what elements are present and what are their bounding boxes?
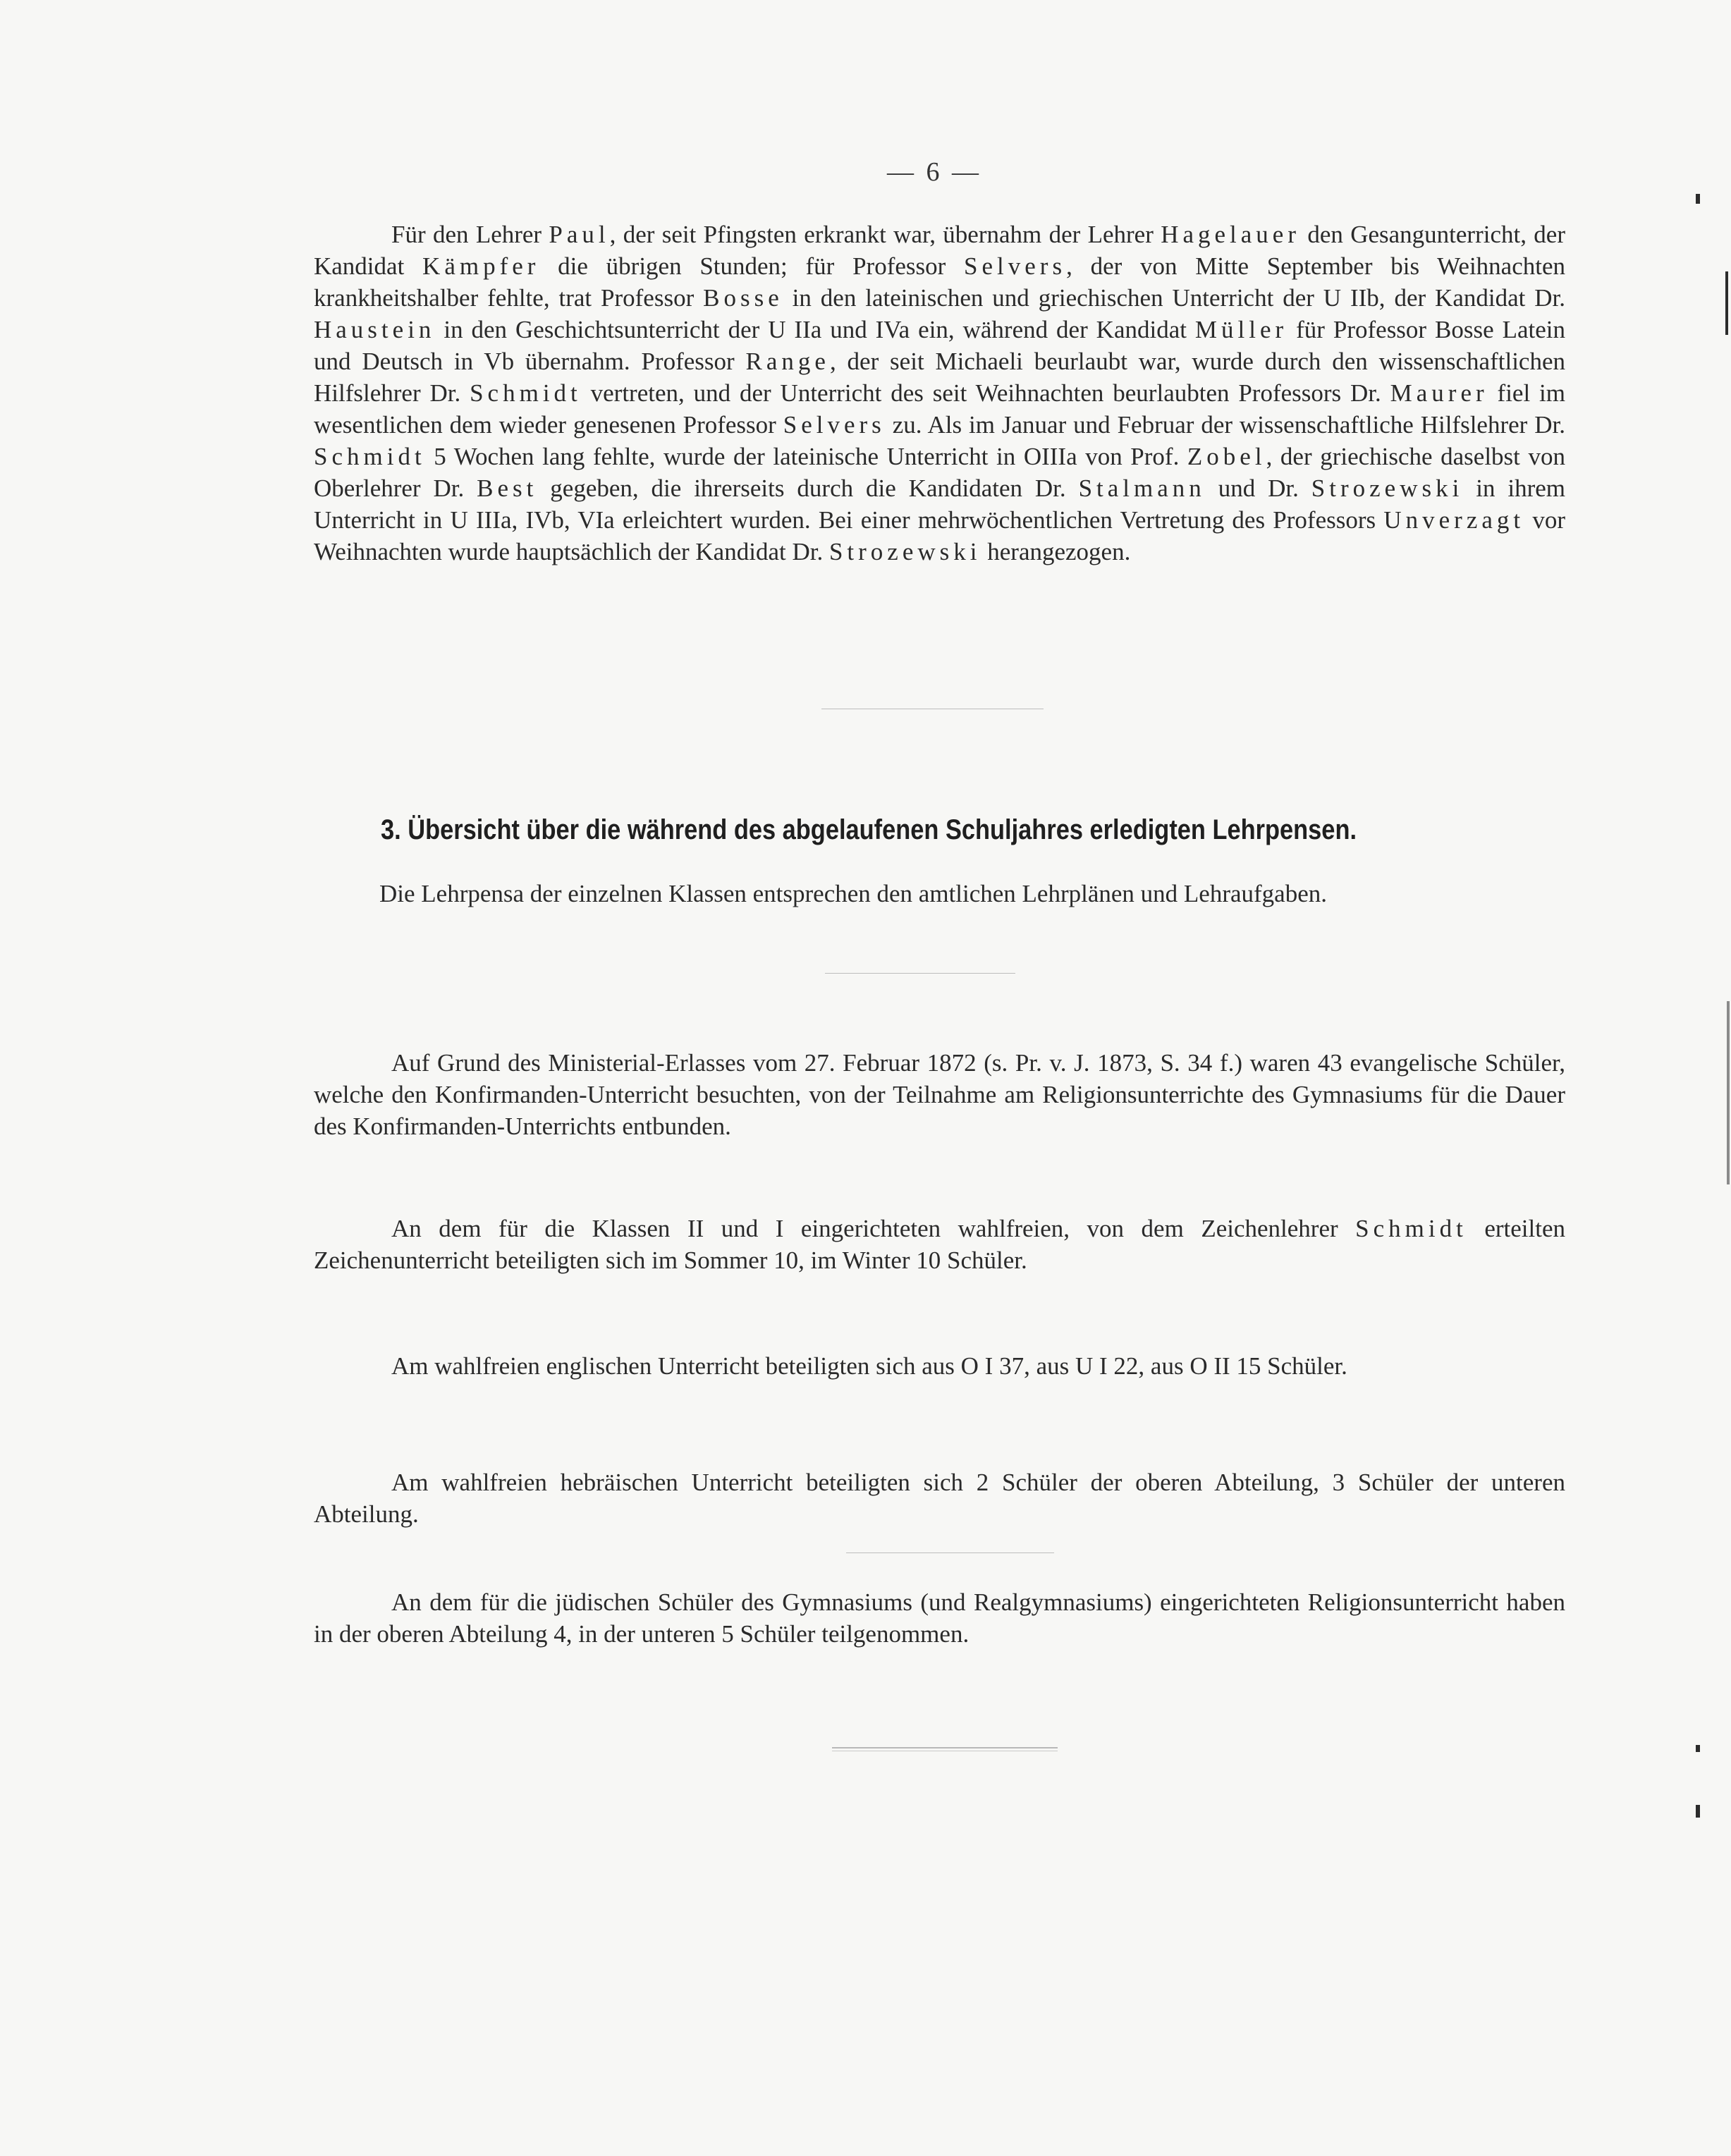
paragraph-hebrew bbox=[314, 1466, 1565, 1530]
text-run: für Professor Bosse Latein und Deutsch in Vb übernahm. Professor bbox=[314, 316, 1565, 375]
name-range: Range bbox=[745, 348, 830, 375]
paragraph-text: An dem für die jüdischen Schüler des Gymnasiums (und Realgymnasiums) eingerichteten Religionsunterricht haben in der oberen Abteilung 4, in der unteren 5 Schüler teilgenommen. bbox=[314, 1588, 1565, 1648]
text-run: vertreten, und der Unterricht des seit Weihnachten beurlaubten Professors Dr. bbox=[581, 379, 1390, 407]
name-strozewski: Strozewski bbox=[828, 538, 981, 565]
divider bbox=[846, 1552, 1054, 1553]
text-run: , der griechische daselbst von Oberlehrer Dr. bbox=[314, 443, 1565, 502]
name-stalmann: Stalmann bbox=[1078, 474, 1206, 502]
scan-mark bbox=[1696, 1805, 1700, 1818]
text-run: gegeben, die ihrerseits durch die Kandidaten Dr. bbox=[537, 474, 1079, 502]
text-run: Für den Lehrer bbox=[391, 221, 549, 248]
text-run: An dem für die Klassen II und I eingerichteten wahlfreien, von dem Zeichenlehrer bbox=[391, 1215, 1356, 1242]
text-run: 5 Wochen lang fehlte, wurde der lateinische Unterricht in OIIIa von Prof. bbox=[425, 443, 1187, 470]
name-unverzagt: Unverzagt bbox=[1383, 506, 1525, 534]
page-number: — 6 — bbox=[887, 157, 981, 187]
section-heading: 3. Übersicht über die während des abgelaufenen Schuljahres erledigten Lehrpensen. bbox=[381, 814, 1357, 845]
name-selvers: Selvers bbox=[783, 411, 886, 439]
name-paul: Paul bbox=[549, 221, 610, 248]
text-run: zu. Als im Januar und Februar der wissenschaftliche Hilfslehrer Dr. bbox=[885, 411, 1565, 439]
divider bbox=[825, 973, 1015, 974]
name-zobel: Zobel bbox=[1187, 443, 1266, 470]
name-best: Best bbox=[477, 474, 538, 502]
text-run: in den Geschichtsunterricht der U IIa und IVa ein, während der Kandidat bbox=[435, 316, 1195, 343]
scan-mark bbox=[1727, 1001, 1730, 1184]
name-schmidt: Schmidt bbox=[1355, 1215, 1467, 1242]
name-hagelauer: Hagelauer bbox=[1161, 221, 1300, 248]
section-text: Die Lehrpensa der einzelnen Klassen entsprechen den amtlichen Lehrplänen und Lehraufgaben. bbox=[379, 880, 1327, 907]
paragraph-drawing bbox=[314, 1213, 1565, 1276]
name-maurer: Maurer bbox=[1390, 379, 1488, 407]
paragraph-text: Am wahlfreien englischen Unterricht beteiligten sich aus O I 37, aus U I 22, aus O II 15 Schüler. bbox=[391, 1352, 1347, 1380]
text-run: den Gesangunterricht, der Kandidat bbox=[314, 221, 1565, 280]
paragraph-jewish-religion bbox=[314, 1586, 1565, 1650]
text-run: , der seit Michaeli beurlaubt war, wurde durch den wissenschaftlichen Hilfslehrer Dr. bbox=[314, 348, 1565, 407]
name-strozewski: Strozewski bbox=[1311, 474, 1464, 502]
name-haustein: Haustein bbox=[314, 316, 436, 343]
text-run: in ihrem Unterricht in U IIIa, IVb, VIa erleichtert wurden. Bei einer mehrwöchentlichen Vertretung des Professors bbox=[314, 474, 1566, 534]
paragraph-text: Auf Grund des Ministerial-Erlasses vom 27. Februar 1872 (s. Pr. v. J. 1873, S. 34 f.) waren 43 evangelische Schüler, welche den Konfirmanden-Unterricht besuchten, von der Teilnahme am Religionsunterrichte des Gymnasiums für die Dauer des Konfirmanden-Unterrichts entbunden. bbox=[314, 1049, 1565, 1140]
text-run: vor Weihnachten wurde hauptsächlich der Kandidat Dr. bbox=[314, 506, 1565, 565]
name-kaempfer: Kämpfer bbox=[422, 252, 540, 280]
text-run: die übrigen Stunden; für Professor bbox=[539, 252, 965, 280]
text-run: fiel im wesentlichen dem wieder genesenen Professor bbox=[314, 379, 1565, 439]
name-selvers: Selvers bbox=[964, 252, 1067, 280]
paragraph-substitutions bbox=[314, 219, 1565, 568]
double-divider bbox=[832, 1747, 1058, 1751]
text-run: in den lateinischen und griechischen Unterricht der U IIb, der Kandidat Dr. bbox=[783, 284, 1565, 312]
paragraph-confirmands bbox=[314, 1047, 1565, 1142]
text-run: erteilten Zeichenunterricht beteiligten sich im Sommer 10, im Winter 10 Schüler. bbox=[314, 1215, 1565, 1274]
text-run: , der seit Pfingsten erkrankt war, übernahm der Lehrer bbox=[609, 221, 1161, 248]
scan-mark bbox=[1725, 271, 1728, 335]
text-run: und Dr. bbox=[1205, 474, 1311, 502]
text-run: herangezogen. bbox=[981, 538, 1131, 565]
name-schmidt: Schmidt bbox=[470, 379, 582, 407]
text-run: , der von Mitte September bis Weihnachten krankheitshalber fehlte, trat Professor bbox=[314, 252, 1565, 312]
scan-mark bbox=[1696, 1745, 1700, 1752]
paragraph-text: Am wahlfreien hebräischen Unterricht beteiligten sich 2 Schüler der oberen Abteilung, 3 Schüler der unteren Abteilung. bbox=[314, 1469, 1565, 1528]
name-schmidt: Schmidt bbox=[314, 443, 426, 470]
scan-mark bbox=[1696, 194, 1700, 204]
paragraph-english bbox=[314, 1350, 1565, 1382]
name-mueller: Müller bbox=[1194, 316, 1288, 343]
name-bosse: Bosse bbox=[703, 284, 783, 312]
